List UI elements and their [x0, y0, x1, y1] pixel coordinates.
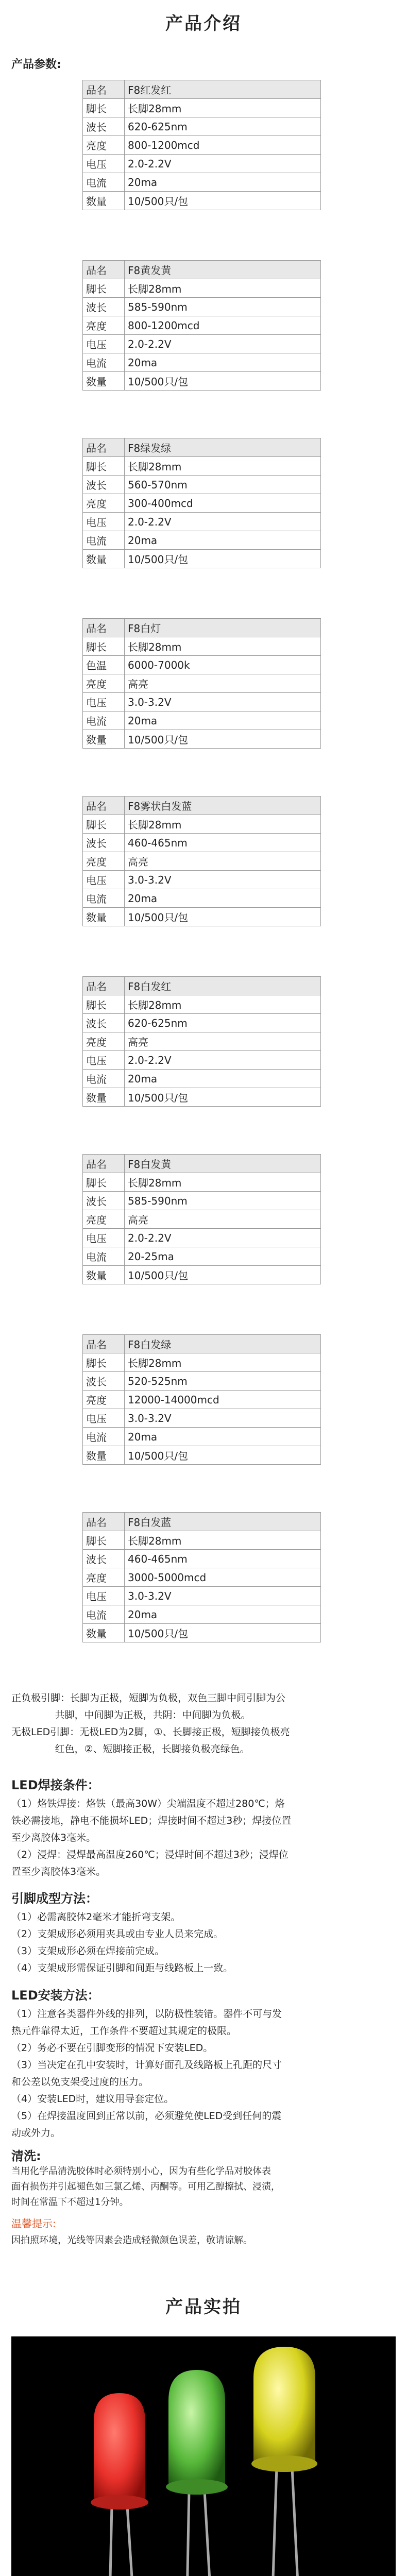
- spec-key: 品名: [83, 1513, 125, 1531]
- spec-row: [83, 117, 321, 136]
- spec-row: [83, 1446, 321, 1465]
- welding-line: （1）烙铁焊接：烙铁（最高30W）尖端温度不超过280℃；烙: [11, 1798, 285, 1809]
- spec-value: 长脚28mm: [125, 1173, 321, 1192]
- spec-key: 亮度: [83, 494, 125, 513]
- spec-key: 波长: [83, 476, 125, 494]
- cleaning-line: 时间在常温下不超过1分钟。: [11, 2197, 129, 2208]
- spec-row: [83, 1550, 321, 1568]
- spec-value: 3.0-3.2V: [125, 871, 321, 889]
- spec-key: 品名: [83, 977, 125, 995]
- spec-row: [83, 1624, 321, 1642]
- polarity-line: 共脚，中间脚为正极，共阴：中间脚为负极。: [11, 1709, 251, 1721]
- polarity-line: 无极LED引脚：无极LED为2脚，①、长脚接正极，短脚接负极亮: [11, 1726, 290, 1738]
- spec-key: 电流: [83, 1247, 125, 1266]
- spec-row: [83, 476, 321, 494]
- spec-value: 3.0-3.2V: [125, 1587, 321, 1605]
- polarity-line: 正负极引脚：长脚为正极，短脚为负极，双色三脚中间引脚为公: [11, 1692, 286, 1704]
- spec-key: 电压: [83, 871, 125, 889]
- spec-row: [83, 815, 321, 834]
- spec-row: [83, 1266, 321, 1284]
- welding-line: 铁必需接地，静电不能损坏LED；焊接时间不超过3秒；焊接位置: [11, 1815, 292, 1826]
- welding-line: （2）浸焊：浸焊最高温度260℃；浸焊时间不超过3秒；浸焊位: [11, 1849, 289, 1860]
- spec-key: 电流: [83, 1605, 125, 1624]
- spec-value: F8白发黄: [125, 1155, 321, 1173]
- spec-key: 电流: [83, 1070, 125, 1088]
- spec-row: [83, 796, 321, 815]
- spec-key: 电流: [83, 173, 125, 192]
- spec-key: 数量: [83, 192, 125, 210]
- spec-row: [83, 908, 321, 926]
- spec-value: 长脚28mm: [125, 637, 321, 656]
- spec-row: [83, 995, 321, 1014]
- spec-row: [83, 693, 321, 711]
- spec-value: 560-570nm: [125, 476, 321, 494]
- spec-key: 品名: [83, 1155, 125, 1173]
- spec-key: 品名: [83, 796, 125, 815]
- spec-key: 亮度: [83, 1391, 125, 1409]
- install-line: （4）安装LED时，建议用导套定位。: [11, 2093, 174, 2105]
- spec-value: 460-465nm: [125, 834, 321, 852]
- spec-key: 数量: [83, 908, 125, 926]
- spec-value: 20ma: [125, 353, 321, 372]
- spec-table: [82, 796, 321, 926]
- spec-row: [83, 889, 321, 908]
- spec-row: [83, 173, 321, 192]
- spec-value: 10/500只/包: [125, 1088, 321, 1107]
- spec-row: [83, 136, 321, 155]
- spec-key: 电压: [83, 1229, 125, 1247]
- spec-key: 亮度: [83, 136, 125, 155]
- spec-value: 10/500只/包: [125, 372, 321, 391]
- spec-row: [83, 438, 321, 457]
- spec-row: [83, 852, 321, 871]
- spec-row: [83, 1409, 321, 1428]
- spec-key: 脚长: [83, 995, 125, 1014]
- spec-value: 520-525nm: [125, 1372, 321, 1391]
- spec-value: 2.0-2.2V: [125, 1229, 321, 1247]
- spec-value: 长脚28mm: [125, 1531, 321, 1550]
- spec-key: 亮度: [83, 1210, 125, 1229]
- spec-key: 品名: [83, 1335, 125, 1353]
- spec-value: 20ma: [125, 1070, 321, 1088]
- spec-value: 10/500只/包: [125, 550, 321, 568]
- spec-value: 10/500只/包: [125, 1624, 321, 1642]
- spec-value: F8白发绿: [125, 1335, 321, 1353]
- led-photo-1-svg: [11, 2336, 396, 2576]
- spec-key: 亮度: [83, 852, 125, 871]
- spec-key: 电流: [83, 1428, 125, 1446]
- spec-key: 电压: [83, 513, 125, 531]
- spec-row: [83, 372, 321, 391]
- spec-value: 20ma: [125, 1605, 321, 1624]
- spec-key: 波长: [83, 1192, 125, 1210]
- spec-value: F8白灯: [125, 619, 321, 637]
- spec-row: [83, 1155, 321, 1173]
- spec-row: [83, 155, 321, 173]
- spec-value: 2.0-2.2V: [125, 1051, 321, 1070]
- install-line: （3）当决定在孔中安装时，计算好面孔及线路板上孔距的尺寸: [11, 2059, 282, 2071]
- spec-value: 长脚28mm: [125, 279, 321, 298]
- spec-row: [83, 674, 321, 693]
- spec-table: [82, 438, 321, 568]
- spec-value: 2.0-2.2V: [125, 335, 321, 353]
- spec-row: [83, 335, 321, 353]
- spec-key: 品名: [83, 261, 125, 279]
- spec-key: 电流: [83, 353, 125, 372]
- spec-key: 脚长: [83, 1531, 125, 1550]
- spec-row: [83, 1372, 321, 1391]
- spec-value: 585-590nm: [125, 298, 321, 316]
- spec-key: 电压: [83, 693, 125, 711]
- spec-table: [82, 260, 321, 391]
- spec-key: 电压: [83, 1409, 125, 1428]
- spec-row: [83, 871, 321, 889]
- spec-row: [83, 1391, 321, 1409]
- spec-row: [83, 80, 321, 99]
- spec-table: [82, 618, 321, 749]
- spec-key: 品名: [83, 438, 125, 457]
- spec-value: F8黄发黄: [125, 261, 321, 279]
- install-line: 动或外力。: [11, 2127, 61, 2139]
- forming-line: （4）支架成形需保证引脚和间距与线路板上一致。: [11, 1962, 233, 1974]
- spec-row: [83, 711, 321, 730]
- spec-row: [83, 513, 321, 531]
- spec-key: 亮度: [83, 674, 125, 693]
- spec-value: 高亮: [125, 852, 321, 871]
- spec-key: 数量: [83, 1088, 125, 1107]
- spec-row: [83, 531, 321, 550]
- welding-title: LED焊接条件：: [11, 1778, 100, 1792]
- spec-key: 脚长: [83, 815, 125, 834]
- spec-row: [83, 316, 321, 335]
- spec-key: 脚长: [83, 457, 125, 476]
- install-line: 热元件靠得太近，工作条件不要超过其规定的极限。: [11, 2025, 237, 2037]
- spec-key: 波长: [83, 298, 125, 316]
- spec-key: 亮度: [83, 1568, 125, 1587]
- spec-table: [82, 976, 321, 1107]
- spec-key: 亮度: [83, 1032, 125, 1051]
- spec-value: 20ma: [125, 1428, 321, 1446]
- spec-table: [82, 1512, 321, 1642]
- spec-value: 10/500只/包: [125, 1446, 321, 1465]
- spec-key: 数量: [83, 1266, 125, 1284]
- spec-value: 620-625nm: [125, 117, 321, 136]
- spec-value: 10/500只/包: [125, 908, 321, 926]
- cleaning-line: 当用化学品清洗胶体时必须特别小心，因为有些化学品对胶体表: [11, 2166, 271, 2177]
- spec-key: 电流: [83, 711, 125, 730]
- spec-value: 620-625nm: [125, 1014, 321, 1032]
- spec-row: [83, 494, 321, 513]
- forming-line: （2）支架成形必须用夹具或由专业人员来完成。: [11, 1928, 224, 1940]
- spec-key: 波长: [83, 1014, 125, 1032]
- params-label: 产品参数:: [11, 58, 61, 71]
- spec-key: 电压: [83, 1587, 125, 1605]
- spec-row: [83, 1192, 321, 1210]
- spec-row: [83, 1531, 321, 1550]
- spec-row: [83, 1051, 321, 1070]
- forming-text: [11, 1909, 393, 1977]
- install-title: LED安装方法：: [11, 1988, 100, 2003]
- spec-key: 波长: [83, 117, 125, 136]
- spec-row: [83, 1568, 321, 1587]
- spec-table: [82, 80, 321, 210]
- spec-value: 10/500只/包: [125, 730, 321, 749]
- spec-key: 色温: [83, 656, 125, 674]
- spec-row: [83, 550, 321, 568]
- spec-row: [83, 1335, 321, 1353]
- spec-key: 数量: [83, 372, 125, 391]
- spec-value: 6000-7000k: [125, 656, 321, 674]
- spec-row: [83, 298, 321, 316]
- install-line: （2）务必不要在引脚变形的情况下安装LED。: [11, 2042, 213, 2054]
- spec-row: [83, 1173, 321, 1192]
- spec-row: [83, 1070, 321, 1088]
- spec-key: 电流: [83, 531, 125, 550]
- forming-title: 引脚成型方法：: [11, 1891, 98, 1906]
- install-text: [11, 2006, 393, 2142]
- spec-value: F8雾状白发蓝: [125, 796, 321, 815]
- tip-title: 温馨提示:: [11, 2217, 56, 2230]
- spec-row: [83, 977, 321, 995]
- spec-value: 长脚28mm: [125, 99, 321, 117]
- spec-row: [83, 1513, 321, 1531]
- spec-value: 高亮: [125, 1032, 321, 1051]
- spec-value: 长脚28mm: [125, 1353, 321, 1372]
- spec-value: 20-25ma: [125, 1247, 321, 1266]
- spec-row: [83, 1032, 321, 1051]
- spec-key: 数量: [83, 550, 125, 568]
- spec-key: 脚长: [83, 1353, 125, 1372]
- photo-title: 产品实拍: [165, 2297, 242, 2317]
- spec-row: [83, 1014, 321, 1032]
- forming-line: （1）必需离胶体2毫米才能折弯支架。: [11, 1911, 181, 1923]
- spec-row: [83, 1353, 321, 1372]
- polarity-description: [11, 1690, 393, 1758]
- spec-value: 800-1200mcd: [125, 316, 321, 335]
- spec-key: 电流: [83, 889, 125, 908]
- spec-key: 脚长: [83, 637, 125, 656]
- spec-key: 电压: [83, 335, 125, 353]
- spec-value: 长脚28mm: [125, 815, 321, 834]
- forming-line: （3）支架成形必须在焊接前完成。: [11, 1945, 165, 1957]
- cleaning-title: 清洗:: [11, 2149, 41, 2163]
- spec-value: 长脚28mm: [125, 995, 321, 1014]
- spec-row: [83, 619, 321, 637]
- install-line: 和公差以免支架受过度的压力。: [11, 2076, 149, 2088]
- spec-value: 12000-14000mcd: [125, 1391, 321, 1409]
- welding-line: 至少离胶体3毫米。: [11, 1832, 96, 1843]
- spec-row: [83, 1247, 321, 1266]
- spec-value: 3.0-3.2V: [125, 1409, 321, 1428]
- spec-value: 20ma: [125, 173, 321, 192]
- spec-value: 585-590nm: [125, 1192, 321, 1210]
- spec-value: 800-1200mcd: [125, 136, 321, 155]
- spec-row: [83, 1210, 321, 1229]
- cleaning-text: [11, 2164, 393, 2210]
- spec-key: 电压: [83, 155, 125, 173]
- tip-text: [11, 2233, 393, 2248]
- spec-key: 数量: [83, 730, 125, 749]
- spec-value: F8白发蓝: [125, 1513, 321, 1531]
- spec-row: [83, 730, 321, 749]
- intro-title: 产品介绍: [165, 13, 242, 34]
- cleaning-line: 面有损伤并引起褪色如三氯乙烯、丙酮等。可用乙醇擦拭、浸渍，: [11, 2181, 280, 2192]
- spec-value: 2.0-2.2V: [125, 155, 321, 173]
- spec-value: 长脚28mm: [125, 457, 321, 476]
- polarity-line: 红色，②、短脚接正极，长脚接负极亮绿色。: [11, 1743, 250, 1755]
- spec-key: 波长: [83, 1372, 125, 1391]
- spec-value: 460-465nm: [125, 1550, 321, 1568]
- spec-row: [83, 457, 321, 476]
- spec-table: [82, 1154, 321, 1284]
- spec-row: [83, 99, 321, 117]
- spec-key: 脚长: [83, 99, 125, 117]
- spec-key: 数量: [83, 1624, 125, 1642]
- spec-value: 高亮: [125, 674, 321, 693]
- spec-key: 波长: [83, 1550, 125, 1568]
- spec-key: 波长: [83, 834, 125, 852]
- tip-line: 因拍照环境，光线等因素会造成轻微颜色误差，敬请谅解。: [11, 2235, 252, 2246]
- product-photo-1: [11, 2336, 396, 2576]
- spec-value: 3.0-3.2V: [125, 693, 321, 711]
- spec-table: [82, 1334, 321, 1465]
- spec-key: 亮度: [83, 316, 125, 335]
- spec-row: [83, 279, 321, 298]
- spec-row: [83, 834, 321, 852]
- spec-key: 脚长: [83, 1173, 125, 1192]
- spec-value: F8绿发绿: [125, 438, 321, 457]
- spec-key: 电压: [83, 1051, 125, 1070]
- spec-value: 300-400mcd: [125, 494, 321, 513]
- spec-value: 2.0-2.2V: [125, 513, 321, 531]
- spec-row: [83, 1428, 321, 1446]
- spec-row: [83, 637, 321, 656]
- spec-key: 品名: [83, 80, 125, 99]
- spec-value: 20ma: [125, 711, 321, 730]
- spec-row: [83, 656, 321, 674]
- spec-row: [83, 1229, 321, 1247]
- spec-value: F8红发红: [125, 80, 321, 99]
- welding-text: [11, 1795, 393, 1880]
- spec-row: [83, 353, 321, 372]
- spec-key: 脚长: [83, 279, 125, 298]
- spec-key: 数量: [83, 1446, 125, 1465]
- install-line: （5）在焊接温度回到正常以前，必须避免使LED受到任何的震: [11, 2110, 282, 2122]
- spec-row: [83, 1587, 321, 1605]
- spec-key: 品名: [83, 619, 125, 637]
- spec-value: 高亮: [125, 1210, 321, 1229]
- spec-value: F8白发红: [125, 977, 321, 995]
- install-line: （1）注意各类器件外线的排列，以防极性装错。器件不可与发: [11, 2008, 282, 2020]
- spec-row: [83, 192, 321, 210]
- spec-row: [83, 261, 321, 279]
- spec-row: [83, 1088, 321, 1107]
- spec-row: [83, 1605, 321, 1624]
- spec-value: 20ma: [125, 531, 321, 550]
- spec-value: 3000-5000mcd: [125, 1568, 321, 1587]
- spec-value: 10/500只/包: [125, 192, 321, 210]
- welding-line: 置至少离胶体3毫米。: [11, 1866, 106, 1877]
- spec-value: 10/500只/包: [125, 1266, 321, 1284]
- spec-value: 20ma: [125, 889, 321, 908]
